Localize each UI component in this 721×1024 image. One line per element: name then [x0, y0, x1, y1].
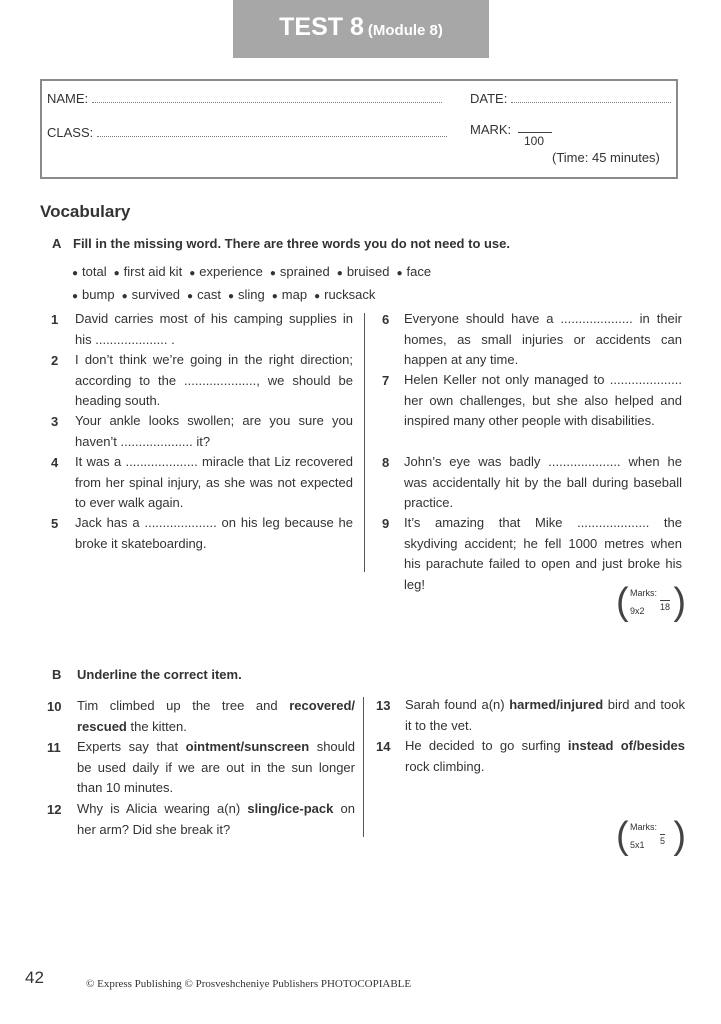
word-bank-item	[314, 284, 375, 307]
task-a-instruction: Fill in the missing word. There are three words you do not need to use.	[73, 236, 511, 251]
word-bank-word: first aid kit	[123, 264, 183, 279]
question-number: 12	[47, 802, 62, 817]
name-label: NAME:	[47, 91, 89, 106]
date-field	[470, 91, 671, 106]
word-bank-word: survived	[131, 287, 181, 302]
question-text	[77, 737, 355, 799]
question-stem: Tim climbed up the tree and	[77, 698, 290, 713]
question-number: 9	[382, 516, 390, 531]
word-bank-item	[396, 261, 431, 284]
word-bank-item	[270, 261, 330, 284]
question-text	[77, 799, 355, 840]
question-number: 1	[51, 312, 59, 327]
answer-options[interactable]: sling/ice-pack	[247, 801, 334, 816]
word-bank-word: sling	[237, 287, 265, 302]
question-end: bird and took it to the vet.	[405, 697, 685, 733]
word-bank-word: cast	[197, 287, 221, 302]
question-end: should be used daily if we are out in the sun longer than 10 minutes.	[77, 739, 356, 795]
bullet-icon: ●	[121, 291, 128, 302]
bullet-icon: ●	[187, 291, 194, 302]
date-blank[interactable]	[511, 92, 671, 103]
question-text: John’s eye was badly .................... when he was accidentally hit by the ball during baseball practice.	[404, 454, 682, 510]
bullet-icon: ●	[72, 291, 79, 302]
class-field	[47, 125, 447, 140]
word-bank-item	[272, 284, 307, 307]
question-number: 8	[382, 455, 390, 470]
question-number: 11	[47, 740, 61, 755]
page-number: 42	[25, 968, 44, 987]
answer-options[interactable]: ointment/sunscreen	[185, 739, 310, 754]
task-b-letter: B	[52, 667, 62, 682]
question-number: 2	[51, 353, 59, 368]
column-divider-b	[363, 697, 364, 837]
question-number: 6	[382, 312, 390, 327]
name-field	[47, 91, 442, 106]
word-bank-word: rucksack	[324, 287, 376, 302]
word-bank-item	[228, 284, 265, 307]
word-bank-item	[72, 261, 107, 284]
question-text	[405, 695, 685, 736]
marks-total: 18	[660, 602, 671, 612]
question-number: 13	[376, 698, 391, 713]
section-title: Vocabulary	[40, 202, 131, 221]
question-text: It’s amazing that Mike .................... the skydiving accident; he fell 1000 metres when his parachute failed to open and just broke his leg!	[404, 515, 682, 592]
bullet-icon: ●	[189, 268, 196, 279]
word-bank	[72, 261, 512, 307]
bullet-icon: ●	[396, 268, 403, 279]
marks-total: 5	[660, 836, 666, 846]
bullet-icon: ●	[336, 268, 343, 279]
marks-label: Marks:	[630, 822, 657, 832]
test-title-main: TEST 8	[279, 13, 364, 41]
question-text: Helen Keller not only managed to .................... her own challenges, but she also helped and inspired many other people with disabilities.	[404, 372, 682, 428]
bullet-icon: ●	[227, 291, 234, 302]
copyright-footer: © Express Publishing © Prosveshcheniye Publishers PHOTOCOPIABLE	[86, 978, 412, 990]
marks-paren-right: )	[673, 581, 686, 623]
question-end: the kitten.	[126, 718, 187, 734]
question-text	[405, 736, 685, 777]
word-bank-word: face	[406, 264, 432, 279]
bullet-icon: ●	[113, 268, 120, 279]
word-bank-word: experience	[199, 264, 263, 279]
test-title	[233, 13, 489, 42]
mark-label: MARK:	[470, 122, 512, 137]
question-text: I don’t think we’re going in the right direction; according to the ...................., we should be heading south.	[75, 352, 353, 408]
question-stem: Why is Alicia wearing a(n)	[77, 801, 248, 816]
question-number: 5	[51, 516, 59, 531]
question-number: 3	[51, 414, 59, 429]
marks-score: 5x1	[630, 840, 645, 850]
word-bank-word: map	[281, 287, 308, 302]
question-stem: Sarah found a(n)	[405, 697, 510, 712]
answer-options[interactable]: harmed/injured	[509, 697, 604, 712]
class-blank[interactable]	[97, 126, 447, 137]
word-bank-word: sprained	[279, 264, 330, 279]
word-bank-word: total	[82, 264, 107, 279]
mark-blank[interactable]	[518, 132, 552, 133]
question-stem: Experts say that	[77, 739, 186, 754]
word-bank-item	[122, 284, 180, 307]
marks-paren-left: (	[616, 581, 629, 623]
question-end: on her arm? Did she break it?	[77, 801, 355, 837]
word-bank-item	[114, 261, 183, 284]
column-divider-a	[364, 313, 365, 572]
question-stem: He decided to go surfing	[405, 738, 568, 753]
time-limit: (Time: 45 minutes)	[552, 150, 660, 165]
test-title-module: (Module 8)	[367, 22, 443, 39]
word-bank-item	[337, 261, 390, 284]
question-text: David carries most of his camping supplies in his .................... .	[75, 311, 353, 347]
mark-total: 100	[524, 134, 545, 148]
task-a-letter: A	[52, 236, 62, 251]
bullet-icon: ●	[269, 268, 276, 279]
answer-options[interactable]: recovered/ rescued	[77, 698, 355, 734]
question-text: Your ankle looks swollen; are you sure you haven’t .................... it?	[75, 413, 353, 449]
task-b-instruction: Underline the correct item.	[77, 667, 242, 682]
date-label: DATE:	[470, 91, 508, 106]
question-end: rock climbing.	[405, 758, 485, 774]
bullet-icon: ●	[271, 291, 278, 302]
word-bank-item	[72, 284, 115, 307]
name-blank[interactable]	[92, 92, 442, 103]
bullet-icon: ●	[314, 291, 321, 302]
bullet-icon: ●	[72, 268, 79, 279]
word-bank-item	[187, 284, 221, 307]
class-label: CLASS:	[47, 125, 94, 140]
task-a-marks	[616, 581, 686, 624]
question-number: 4	[51, 455, 59, 470]
question-text	[77, 696, 355, 737]
marks-paren-right: )	[673, 815, 686, 857]
question-number: 7	[382, 373, 390, 388]
question-number: 10	[47, 699, 62, 714]
question-text: Jack has a .................... on his leg because he broke it skateboarding.	[75, 515, 353, 551]
marks-score: 9x2	[630, 606, 645, 616]
answer-options[interactable]: instead of/besides	[567, 738, 685, 753]
word-bank-word: bump	[82, 287, 115, 302]
word-bank-word: bruised	[346, 264, 390, 279]
marks-label: Marks:	[630, 588, 657, 598]
word-bank-item	[189, 261, 263, 284]
question-text: It was a .................... miracle that Liz recovered from her spinal injury, as she was not expected to ever walk again.	[75, 454, 353, 510]
marks-paren-left: (	[616, 815, 629, 857]
task-b-marks	[616, 815, 686, 858]
question-number: 14	[376, 739, 391, 754]
question-text: Everyone should have a .................... in their homes, as small injuries or accidents can happen at any time.	[404, 311, 682, 367]
